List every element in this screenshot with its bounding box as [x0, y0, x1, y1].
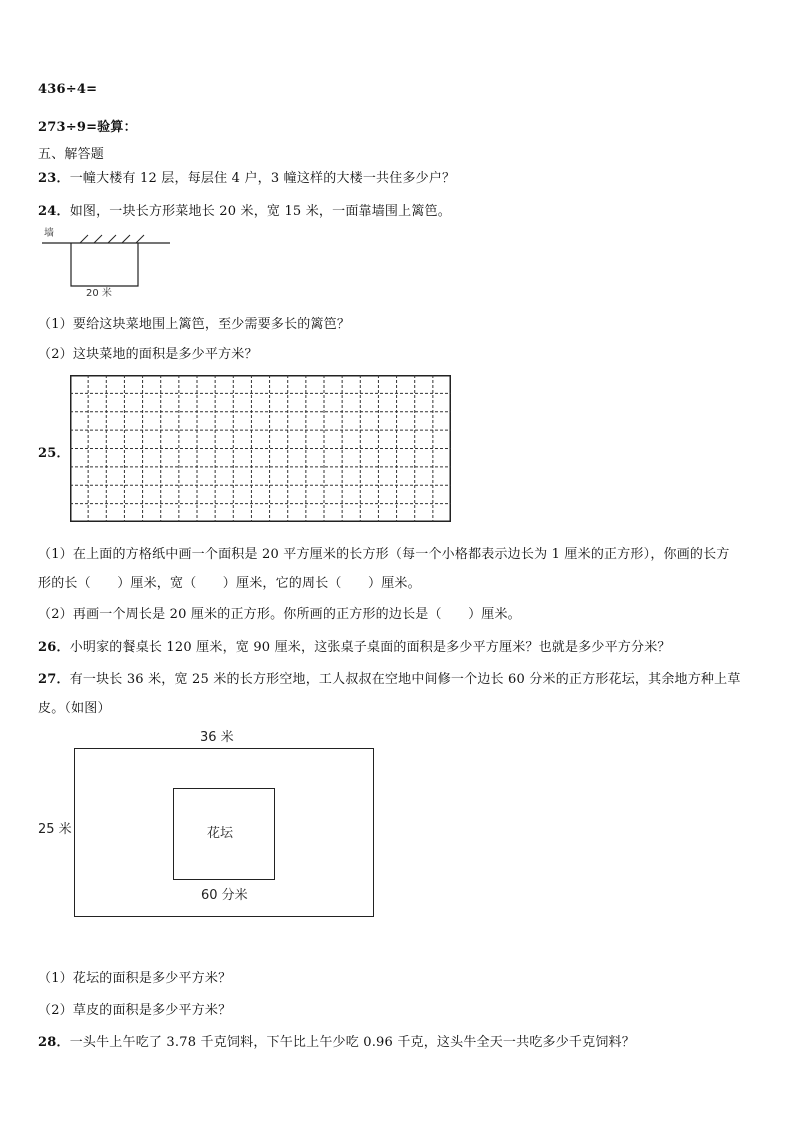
garden-wall-figure: [40, 223, 180, 298]
question-text: 一头牛上午吃了 3.78 千克饲料，下午比上午少吃 0.96 千克，这头牛全天一共吃多少千克饲料？: [69, 1035, 635, 1050]
question-24-sub-2: （2）这块菜地的面积是多少平方米？: [38, 347, 258, 362]
wall-label: 墙: [44, 228, 54, 239]
question-24-sub-1: （1）要给这块菜地围上篱笆，至少需要多长的篱笆？: [38, 317, 351, 332]
section-title: 五、解答题: [38, 147, 105, 162]
question-27-line-1: [38, 668, 741, 687]
calc-line-1: 436÷4=: [38, 82, 98, 97]
question-25-sub-1-line-1: （1）在上面的方格纸中画一个面积是 20 平方厘米的长方形（每一个小格都表示边长为 1 厘米的正方形），你画的长方: [38, 547, 730, 562]
flower-bed-side-label: 60 分米: [201, 888, 248, 903]
question-23: [38, 167, 455, 186]
question-text: 小明家的餐桌长 120 厘米，宽 90 厘米，这张桌子桌面的面积是多少平方厘米？也就是多少平方分米？: [69, 640, 671, 655]
question-24: [38, 200, 451, 219]
question-text: 有一块长 36 米，宽 25 米的长方形空地，工人叔叔在空地中间修一个边长 60 分米的正方形花坛，其余地方种上草: [69, 672, 741, 687]
length-label: 20 米: [86, 288, 112, 298]
flower-bed-label: 花坛: [207, 826, 234, 841]
question-number: 26．: [38, 640, 70, 655]
question-number: 27．: [38, 672, 70, 687]
question-28: [38, 1031, 635, 1050]
question-25-number: 25．: [38, 446, 70, 461]
question-27-sub-1: （1）花坛的面积是多少平方米？: [38, 971, 232, 986]
question-number: 23．: [38, 171, 70, 186]
question-25-sub-1-line-2: 形的长（ ）厘米，宽（ ）厘米，它的周长（ ）厘米。: [38, 576, 421, 591]
question-25-sub-2: （2）再画一个周长是 20 厘米的正方形。你所画的正方形的边长是（ ）厘米。: [38, 607, 521, 622]
question-27-sub-2: （2）草皮的面积是多少平方米？: [38, 1003, 232, 1018]
question-26: [38, 636, 671, 655]
field-length-label: 36 米: [200, 730, 234, 745]
question-27-line-2: 皮。（如图）: [38, 701, 111, 716]
question-number: 28．: [38, 1035, 70, 1050]
question-text: 一幢大楼有 12 层，每层住 4 户，3 幢这样的大楼一共住多少户？: [69, 171, 456, 186]
calc-line-2: 273÷9=验算：: [38, 120, 137, 135]
question-number: 24．: [38, 204, 70, 219]
question-text: 如图，一块长方形菜地长 20 米，宽 15 米，一面靠墙围上篱笆。: [69, 204, 451, 219]
field-width-label: 25 米: [38, 822, 72, 837]
fence-outline: [71, 243, 138, 286]
wall-hatching: [80, 235, 144, 243]
grid-paper[interactable]: [70, 375, 451, 522]
